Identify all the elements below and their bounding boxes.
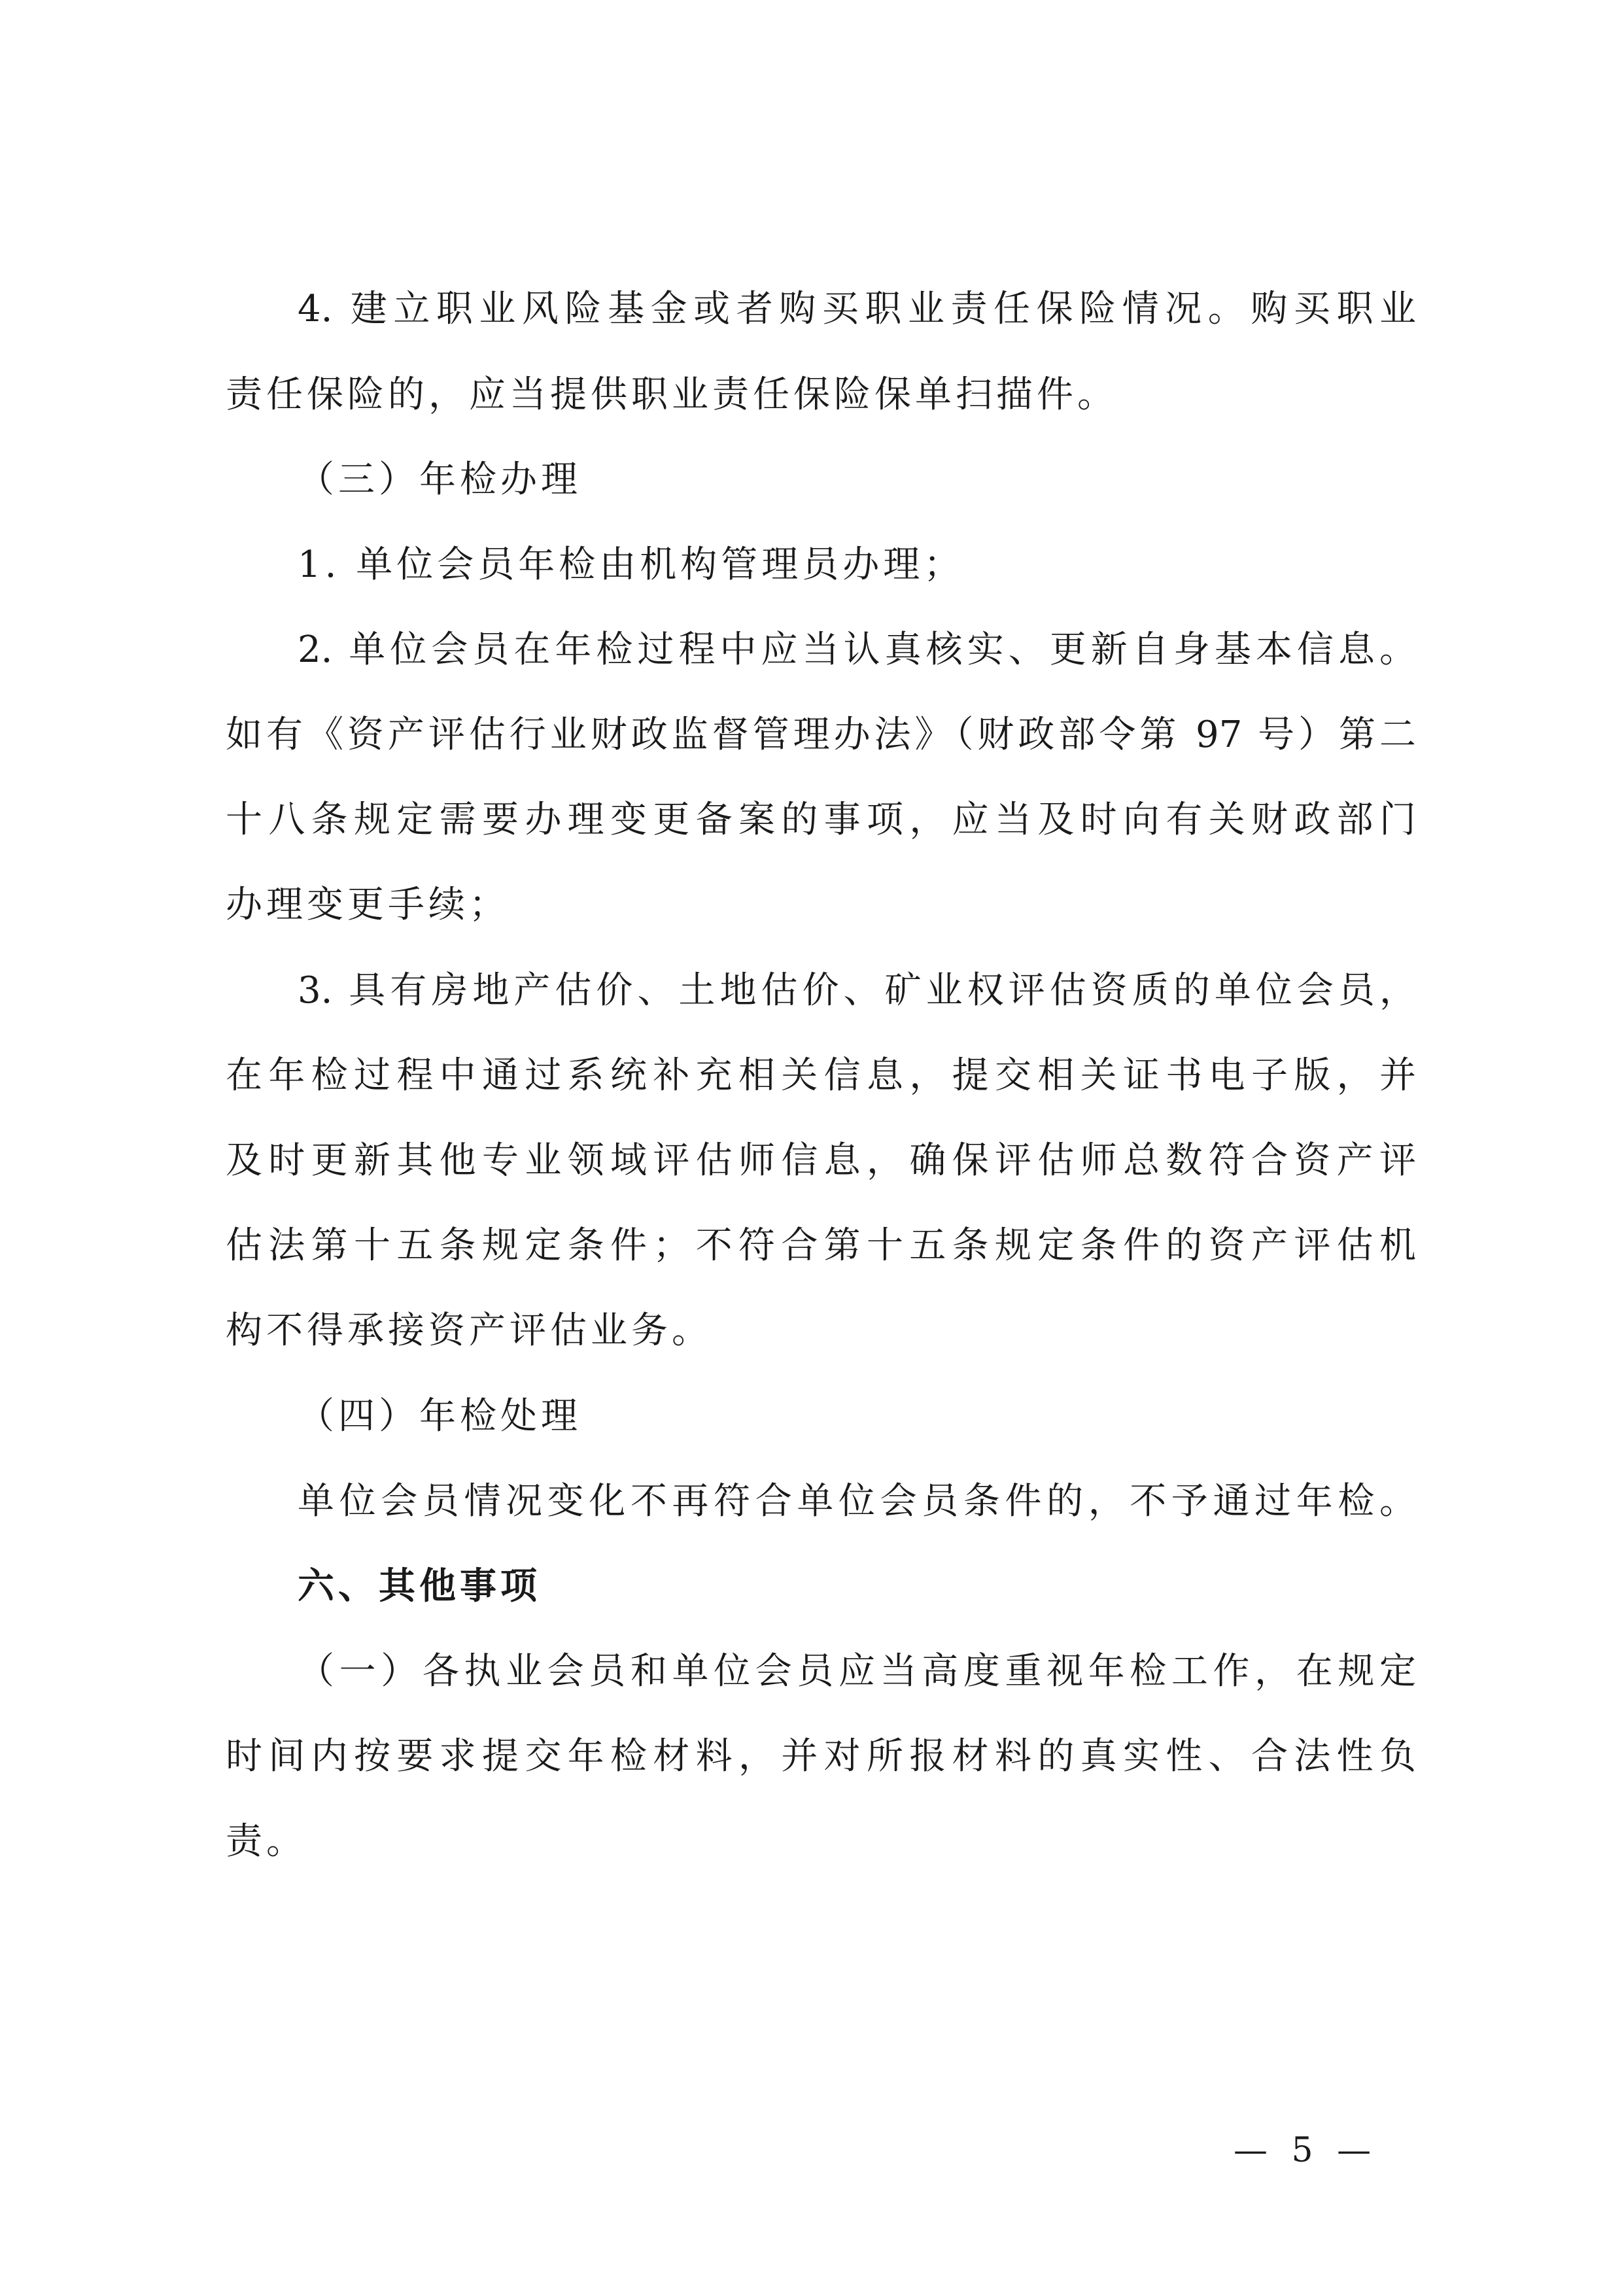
paragraph-3-3-line4: 估法第十五条规定条件；不符合第十五条规定条件的资产评估机 — [226, 1224, 1416, 1267]
paragraph-3-2-line2: 如有《资产评估行业财政监督管理办法》（财政部令第 97 号）第二 — [226, 714, 1416, 756]
paragraph-6-1-line1: （一）各执业会员和单位会员应当高度重视年检工作，在规定 — [298, 1650, 1416, 1693]
paragraph-3-2-line4: 办理变更手续； — [226, 884, 510, 926]
heading-section-4: （四）年检处理 — [298, 1395, 581, 1438]
paragraph-3-1: 1. 单位会员年检由机构管理员办理； — [298, 543, 965, 586]
paragraph-item4-line1: 4. 建立职业风险基金或者购买职业责任保险情况。购买职业 — [298, 288, 1416, 330]
paragraph-3-3-line3: 及时更新其他专业领域评估师信息，确保评估师总数符合资产评 — [226, 1139, 1416, 1182]
paragraph-3-2-line3: 十八条规定需要办理变更备案的事项，应当及时向有关财政部门 — [226, 799, 1416, 841]
paragraph-3-3-line5: 构不得承接资产评估业务。 — [226, 1309, 712, 1352]
heading-section-3: （三）年检办理 — [298, 458, 581, 501]
paragraph-3-2-line1: 2. 单位会员在年检过程中应当认真核实、更新自身基本信息。 — [298, 629, 1416, 671]
heading-section-6: 六、其他事项 — [298, 1565, 541, 1608]
paragraph-item4-line2: 责任保险的，应当提供职业责任保险保单扫描件。 — [226, 373, 1118, 416]
paragraph-3-3-line2: 在年检过程中通过系统补充相关信息，提交相关证书电子版，并 — [226, 1054, 1416, 1097]
paragraph-6-1-line3: 责。 — [226, 1820, 307, 1863]
paragraph-4: 单位会员情况变化不再符合单位会员条件的，不予通过年检。 — [298, 1480, 1416, 1523]
paragraph-3-3-line1: 3. 具有房地产估价、土地估价、矿业权评估资质的单位会员， — [298, 969, 1416, 1012]
paragraph-6-1-line2: 时间内按要求提交年检材料，并对所报材料的真实性、合法性负 — [226, 1735, 1416, 1778]
page-number: — 5 — — [1234, 2131, 1378, 2170]
